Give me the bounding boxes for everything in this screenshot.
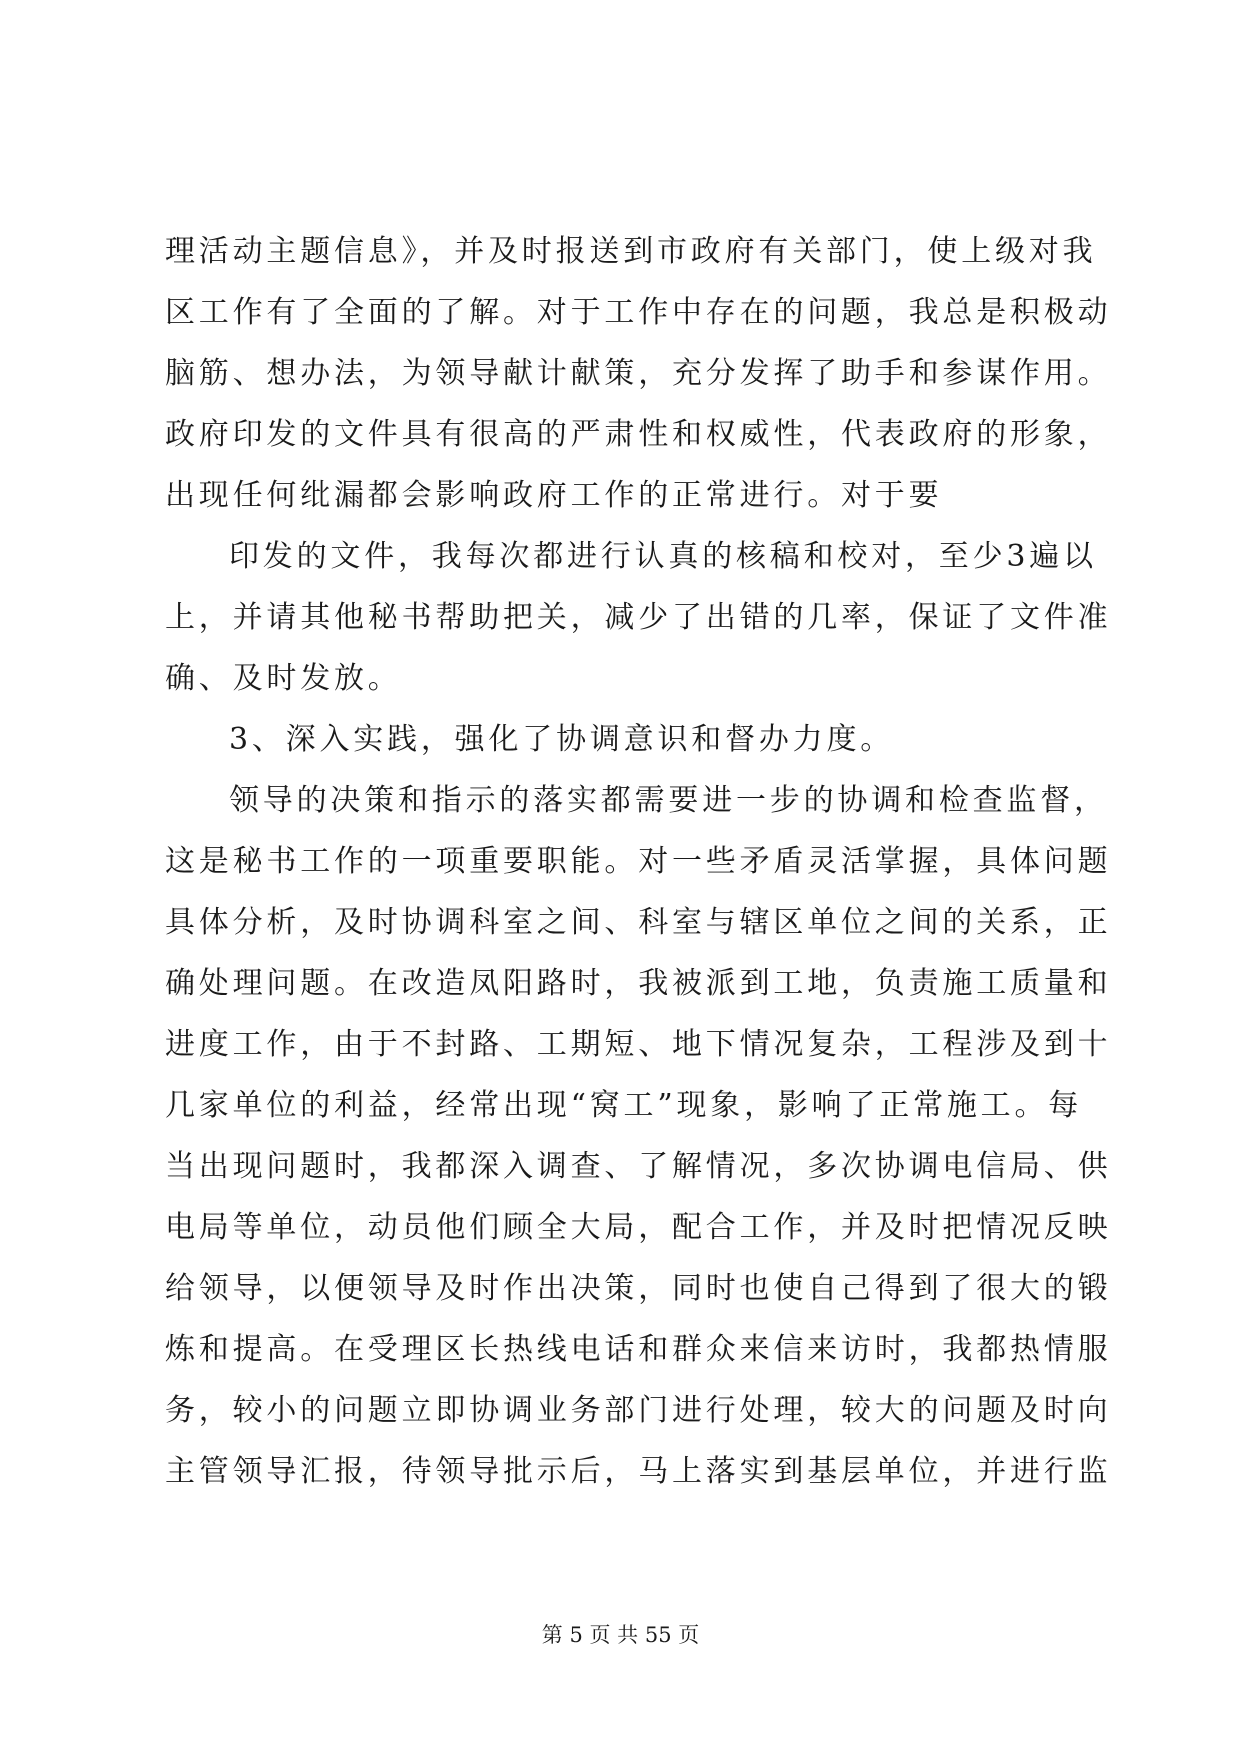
- text-line: 务，较小的问题立即协调业务部门进行处理，较大的问题及时向: [165, 1393, 1112, 1428]
- text-line: 这是秘书工作的一项重要职能。对一些矛盾灵活掌握，具体问题: [165, 844, 1112, 879]
- text-line: 出现任何纰漏都会影响政府工作的正常进行。对于要: [165, 478, 943, 513]
- text-line: 几家单位的利益，经常出现“窝工”现象，影响了正常施工。每: [165, 1088, 1083, 1123]
- text-line: 上，并请其他秘书帮助把关，减少了出错的几率，保证了文件准: [165, 600, 1112, 635]
- text-line: 区工作有了全面的了解。对于工作中存在的问题，我总是积极动: [165, 295, 1112, 330]
- text-line: 炼和提高。在受理区长热线电话和群众来信来访时，我都热情服: [165, 1332, 1112, 1367]
- text-line: 理活动主题信息》，并及时报送到市政府有关部门，使上级对我: [165, 234, 1097, 269]
- text-line: 印发的文件，我每次都进行认真的核稿和校对，至少3遍以: [229, 539, 1097, 574]
- text-line: 电局等单位，动员他们顾全大局，配合工作，并及时把情况反映: [165, 1210, 1112, 1245]
- page-footer: [0, 1620, 1241, 1650]
- text-line: 具体分析，及时协调科室之间、科室与辖区单位之间的关系，正: [165, 905, 1112, 940]
- text-line: 确处理问题。在改造凤阳路时，我被派到工地，负责施工质量和: [165, 966, 1112, 1001]
- text-line: 脑筋、想办法，为领导献计献策，充分发挥了助手和参谋作用。: [165, 356, 1112, 391]
- section-heading: 3、深入实践，强化了协调意识和督办力度。: [229, 722, 895, 757]
- text-line: 领导的决策和指示的落实都需要进一步的协调和检查监督，: [229, 783, 1108, 818]
- body-text: [165, 232, 1112, 1513]
- text-line: 给领导，以便领导及时作出决策，同时也使自己得到了很大的锻: [165, 1271, 1112, 1306]
- text-line: 确、及时发放。: [165, 661, 402, 696]
- text-line: 主管领导汇报，待领导批示后，马上落实到基层单位，并进行监: [165, 1454, 1112, 1489]
- text-line: 进度工作，由于不封路、工期短、地下情况复杂，工程涉及到十: [165, 1027, 1112, 1062]
- page-number-label: 第 5 页 共 55 页: [541, 1623, 700, 1647]
- text-line: 政府印发的文件具有很高的严肃性和权威性，代表政府的形象，: [165, 417, 1112, 452]
- text-line: 当出现问题时，我都深入调查、了解情况，多次协调电信局、供: [165, 1149, 1112, 1184]
